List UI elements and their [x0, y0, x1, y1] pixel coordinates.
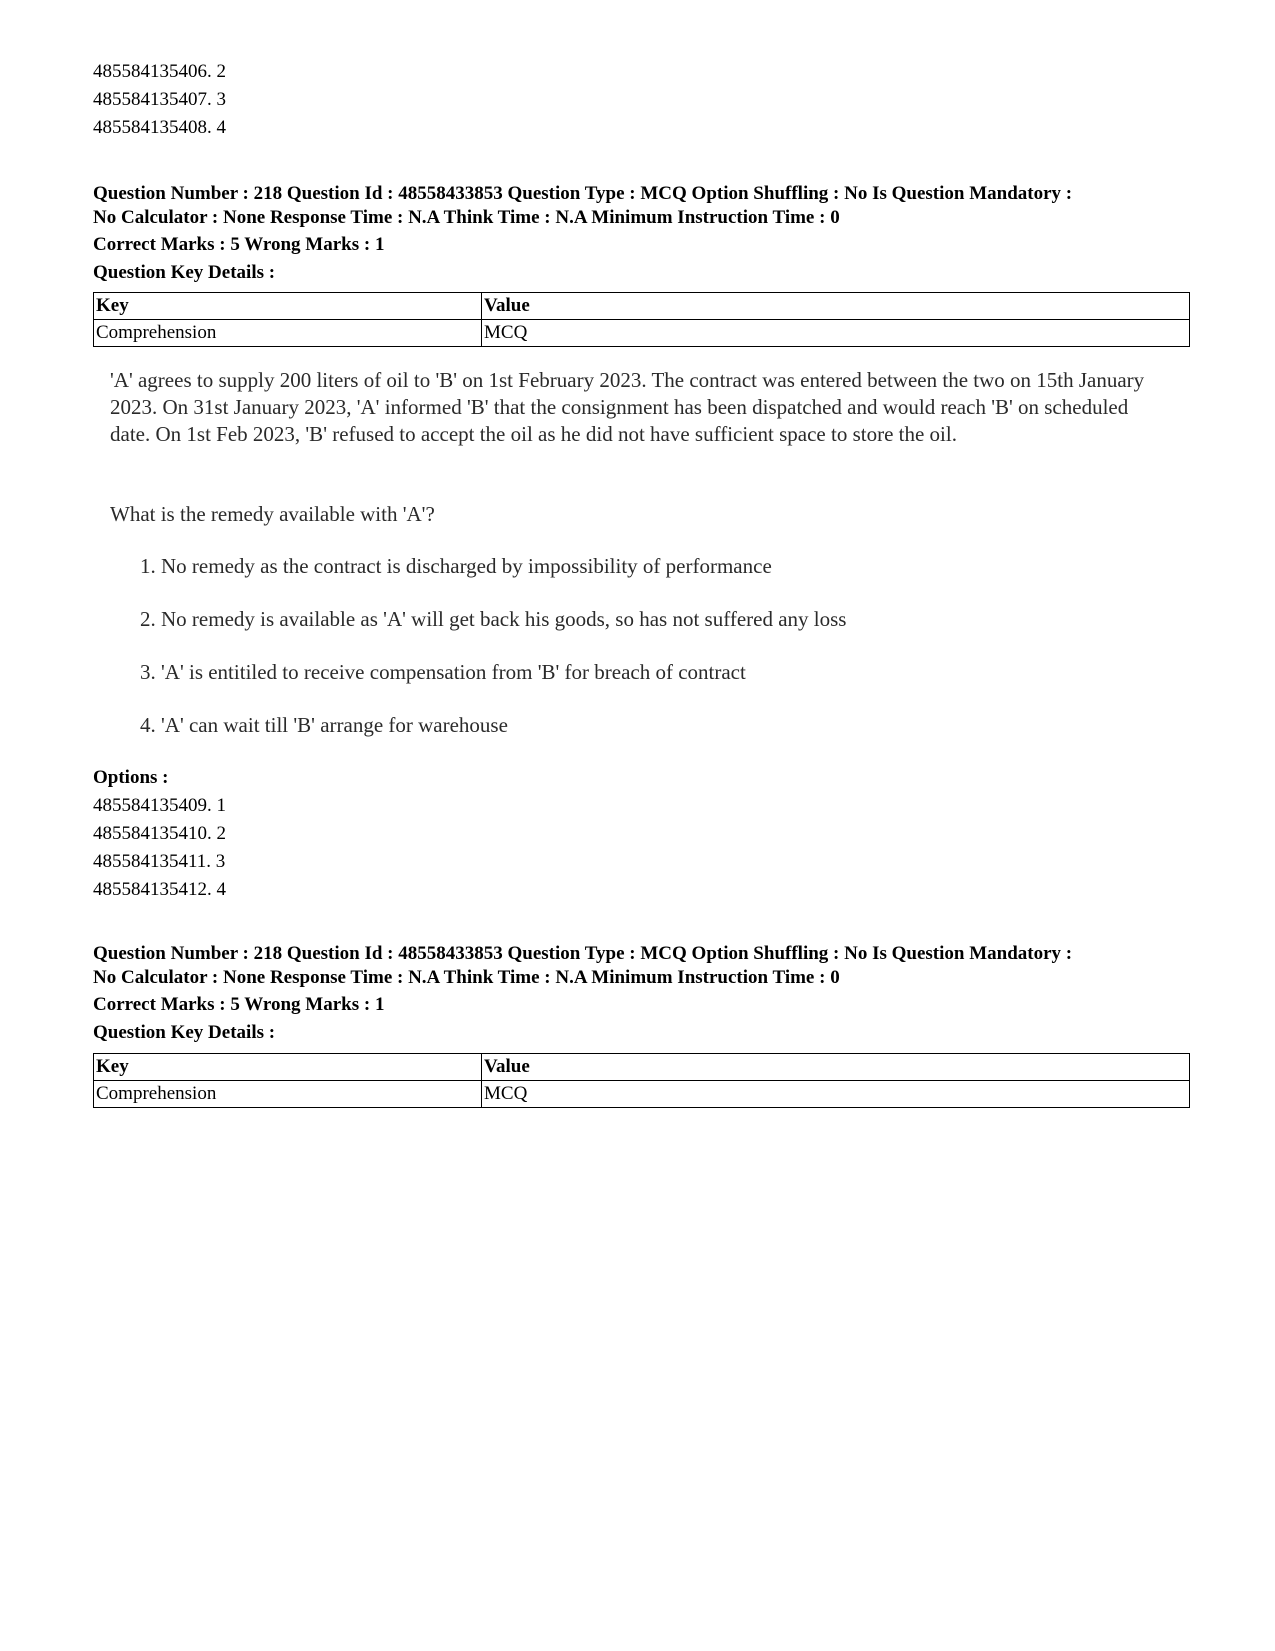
option-line: 485584135410. 2 — [93, 823, 226, 844]
option-line: 485584135409. 1 — [93, 795, 226, 816]
table-header-value: Value — [482, 1054, 1190, 1081]
option-line: 485584135408. 4 — [93, 117, 226, 138]
question-header-line-2: No Calculator : None Response Time : N.A Think Time : N.A Minimum Instruction Time : 0 — [93, 207, 840, 228]
options-label: Options : — [93, 767, 169, 788]
marks-line: Correct Marks : 5 Wrong Marks : 1 — [93, 234, 385, 255]
question-header-line-1: Question Number : 218 Question Id : 48558433853 Question Type : MCQ Option Shuffling : No Is Question Mandatory : — [93, 943, 1073, 964]
question-header — [93, 182, 1203, 230]
choice-item: 2. No remedy is available as 'A' will get back his goods, so has not suffered any loss — [140, 607, 847, 631]
table-header-row — [94, 1054, 1190, 1081]
table-cell-value: MCQ — [482, 1081, 1190, 1108]
table-cell-key: Comprehension — [94, 320, 482, 347]
question-header-line-1: Question Number : 218 Question Id : 48558433853 Question Type : MCQ Option Shuffling : No Is Question Mandatory : — [93, 183, 1073, 204]
question-text: What is the remedy available with 'A'? — [110, 502, 435, 526]
option-line: 485584135406. 2 — [93, 61, 226, 82]
table-header-key: Key — [94, 1054, 482, 1081]
table-header-key: Key — [94, 293, 482, 320]
table-cell-key: Comprehension — [94, 1081, 482, 1108]
question-image — [110, 367, 1170, 742]
table-row — [94, 320, 1190, 347]
choice-item: 3. 'A' is entitiled to receive compensation from 'B' for breach of contract — [140, 660, 746, 684]
option-line: 485584135412. 4 — [93, 879, 226, 900]
key-details-label: Question Key Details : — [93, 1022, 276, 1043]
option-line: 485584135411. 3 — [93, 851, 226, 872]
key-details-table — [93, 1053, 1190, 1108]
table-cell-value: MCQ — [482, 320, 1190, 347]
key-details-table — [93, 292, 1190, 347]
choice-item: 4. 'A' can wait till 'B' arrange for warehouse — [140, 713, 508, 737]
table-header-value: Value — [482, 293, 1190, 320]
key-details-label: Question Key Details : — [93, 262, 276, 283]
choice-item: 1. No remedy as the contract is discharged by impossibility of performance — [140, 554, 772, 578]
marks-line: Correct Marks : 5 Wrong Marks : 1 — [93, 994, 385, 1015]
passage-text: 'A' agrees to supply 200 liters of oil to 'B' on 1st February 2023. The contract was entered between the two on 15th January 2023. On 31st January 2023, 'A' informed 'B' that the consignment has been dispatched and would reach 'B' on scheduled date. On 1st Feb 2023, 'B' refused to accept the oil as he did not have sufficient space to store the oil. — [110, 368, 1145, 446]
question-header — [93, 942, 1203, 990]
option-line: 485584135407. 3 — [93, 89, 226, 110]
question-header-line-2: No Calculator : None Response Time : N.A Think Time : N.A Minimum Instruction Time : 0 — [93, 967, 840, 988]
table-header-row — [94, 293, 1190, 320]
table-row — [94, 1081, 1190, 1108]
